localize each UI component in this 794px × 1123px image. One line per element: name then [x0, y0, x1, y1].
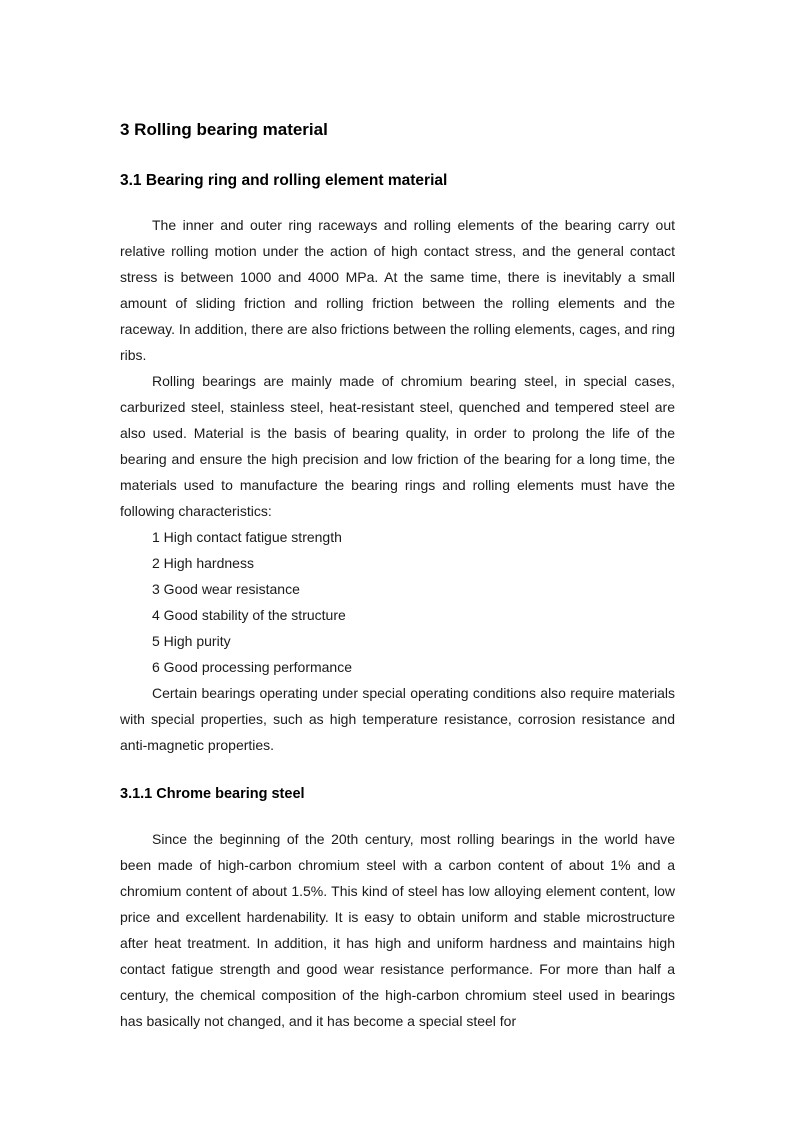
chapter-heading: 3 Rolling bearing material [120, 120, 328, 139]
paragraph-special-conditions: Certain bearings operating under special operating conditions also require materials with special properties, such as high temperature resistance, corrosion resistance and anti-magnetic properties. [120, 685, 675, 753]
paragraph-chrome-steel: Since the beginning of the 20th century, most rolling bearings in the world have been made of high-carbon chromium steel with a carbon content of about 1% and a chromium content of about 1.5%. This kind of steel has low alloying element content, low price and excellent hardenability. It is easy to obtain uniform and stable microstructure after heat treatment. In addition, it has high and uniform hardness and maintains high contact fatigue strength and good wear resistance performance. For more than half a century, the chemical composition of the high-carbon chromium steel used in bearings has basically not changed, and it has become a special steel for [120, 831, 675, 1029]
paragraph-materials-overview: Rolling bearings are mainly made of chromium bearing steel, in special cases, carburized steel, stainless steel, heat-resistant steel, quenched and tempered steel are also used. Material is the basis of bearing quality, in order to prolong the life of the bearing and ensure the high precision and low friction of the bearing for a long time, the materials used to manufacture the bearing rings and rolling elements must have the following characteristics: [120, 373, 675, 519]
subsection-heading: 3.1.1 Chrome bearing steel [120, 786, 305, 802]
section-heading: 3.1 Bearing ring and rolling element material [120, 172, 448, 189]
list-item-purity: 5 High purity [152, 633, 231, 649]
list-item-processing-performance: 6 Good processing performance [152, 659, 352, 675]
list-item-structure-stability: 4 Good stability of the structure [152, 607, 346, 623]
list-item-wear-resistance: 3 Good wear resistance [152, 581, 300, 597]
characteristics-list [120, 524, 675, 680]
list-item-contact-fatigue: 1 High contact fatigue strength [152, 529, 342, 545]
list-item-hardness: 2 High hardness [152, 555, 254, 571]
paragraph-contact-stress: The inner and outer ring raceways and rolling elements of the bearing carry out relative rolling motion under the action of high contact stress, and the general contact stress is between 1000 and 4000 MPa. At the same time, there is inevitably a small amount of sliding friction and rolling friction between the rolling elements and the raceway. In addition, there are also frictions between the rolling elements, cages, and ring ribs. [120, 217, 675, 363]
